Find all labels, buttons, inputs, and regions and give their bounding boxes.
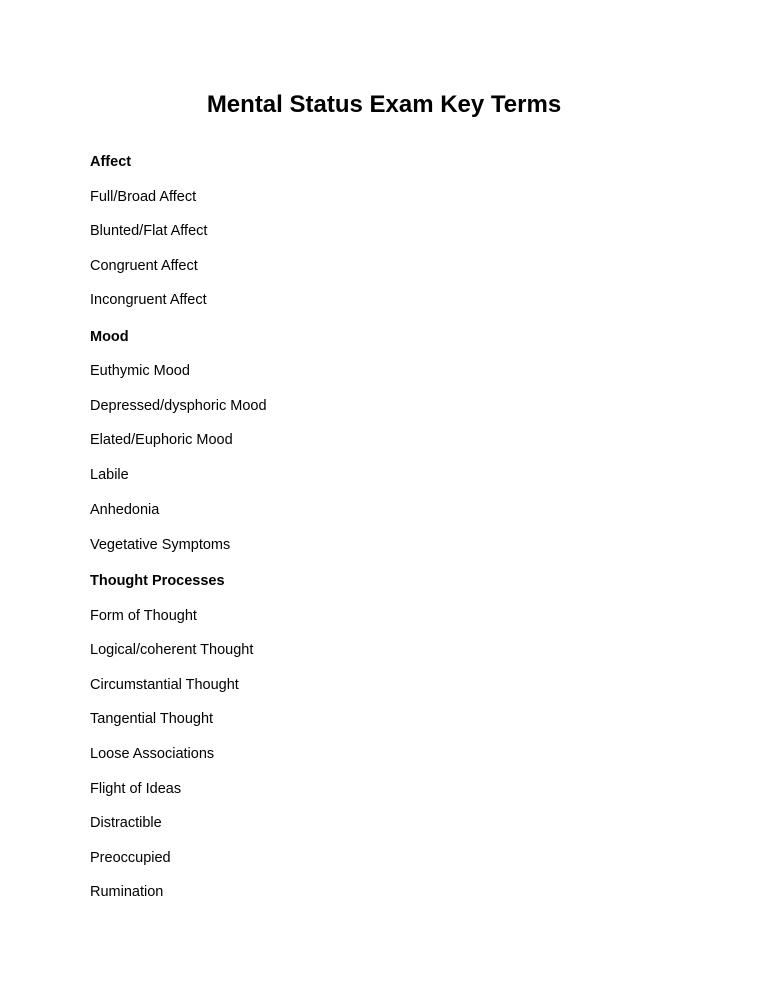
section-heading-thought-processes: Thought Processes	[90, 573, 225, 589]
term-item: Full/Broad Affect	[90, 189, 197, 205]
term-item: Vegetative Symptoms	[90, 537, 231, 553]
term-item: Elated/Euphoric Mood	[90, 432, 233, 448]
term-item: Incongruent Affect	[90, 292, 207, 308]
term-item: Depressed/dysphoric Mood	[90, 398, 267, 414]
page-title: Mental Status Exam Key Terms	[206, 91, 562, 118]
term-item: Blunted/Flat Affect	[90, 223, 208, 239]
term-item: Flight of Ideas	[90, 781, 182, 797]
term-item: Rumination	[90, 884, 164, 900]
term-item: Circumstantial Thought	[90, 677, 239, 693]
term-item: Distractible	[90, 815, 162, 831]
section-heading-affect: Affect	[90, 154, 132, 170]
term-item: Preoccupied	[90, 850, 171, 866]
section-heading-mood: Mood	[90, 329, 129, 345]
term-item: Congruent Affect	[90, 258, 198, 274]
term-item: Labile	[90, 467, 129, 483]
term-item: Form of Thought	[90, 608, 197, 624]
term-item: Loose Associations	[90, 746, 215, 762]
term-item: Euthymic Mood	[90, 363, 190, 379]
term-item: Anhedonia	[90, 502, 160, 518]
term-item: Tangential Thought	[90, 711, 214, 727]
term-item: Logical/coherent Thought	[90, 642, 254, 658]
